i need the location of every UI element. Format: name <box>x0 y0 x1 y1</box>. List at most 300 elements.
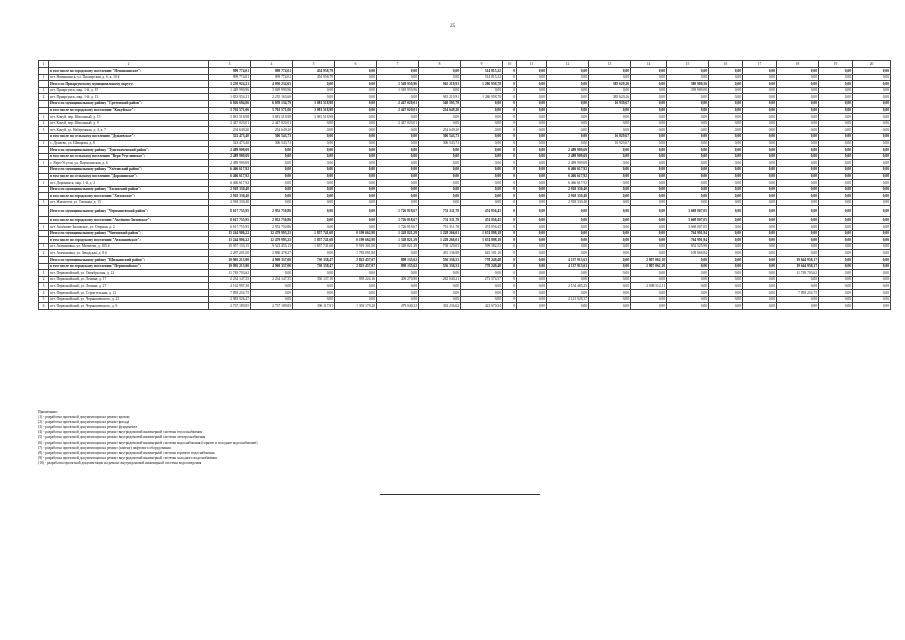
amount-cell: 730 338,47 <box>293 263 335 270</box>
amount-cell: 2 918 330,40 <box>209 199 251 206</box>
amount-cell: 0,00 <box>709 166 743 173</box>
address-cell: в том числе по сельскому поселению "Верх-Усуглинское": <box>49 153 209 160</box>
amount-cell: 0,00 <box>293 140 335 147</box>
amount-cell: 0,00 <box>709 250 743 257</box>
subtotal-row <box>39 263 891 270</box>
amount-cell: 0,00 <box>293 224 335 231</box>
amount-cell: 0,00 <box>589 276 631 283</box>
table-row <box>39 224 891 231</box>
amount-cell: 5 702 571,06 <box>251 107 293 114</box>
amount-cell: 1 328 821,29 <box>377 243 419 250</box>
subtotal-row <box>39 100 891 107</box>
amount-cell: 0,00 <box>589 296 631 303</box>
amount-cell: 0,00 <box>589 206 631 217</box>
note-line: (6) - разработка проектной документации на ремонт внутридомовой инженерной системы водоснабжения (горячее и холодное водоснабжение) <box>38 440 258 445</box>
amount-cell: 0,00 <box>743 263 777 270</box>
amount-cell: 0,00 <box>631 217 667 224</box>
amount-cell: 0,00 <box>667 257 709 264</box>
index-cell <box>39 107 49 114</box>
amount-cell: 3 049 990,96 <box>251 87 293 94</box>
amount-cell: 3 081 518,98 <box>251 114 293 121</box>
amount-cell: 0,00 <box>377 193 419 200</box>
amount-cell: 0,00 <box>251 283 293 290</box>
amount-cell: 0,00 <box>853 68 891 75</box>
amount-cell: 2 447 020,01 <box>377 120 419 127</box>
amount-cell: 2 918 330,40 <box>547 193 589 200</box>
amount-cell: 0,00 <box>547 303 589 310</box>
address-cell: в том числе по городскому поселению "Кокуйское": <box>49 107 209 114</box>
amount-cell: 0,00 <box>293 180 335 187</box>
amount-cell: 0,00 <box>377 283 419 290</box>
amount-cell: 0,00 <box>335 186 377 193</box>
amount-cell: 0,00 <box>777 206 819 217</box>
amount-cell: 0,00 <box>853 270 891 277</box>
amount-cell: 0,00 <box>335 217 377 224</box>
amount-cell: 0,00 <box>589 217 631 224</box>
column-number-cell: 9 <box>461 61 503 68</box>
amount-cell: 0,00 <box>777 153 819 160</box>
amount-cell: 0,00 <box>461 100 503 107</box>
amount-cell: 1 328 821,29 <box>377 230 419 237</box>
index-cell: 1 <box>39 224 49 231</box>
amount-cell: 1 549 950,96 <box>377 87 419 94</box>
amount-cell: 2 234 147,55 <box>251 276 293 283</box>
amount-cell: 0,00 <box>819 81 853 88</box>
amount-cell: 0,00 <box>589 120 631 127</box>
amount-cell: 0,00 <box>777 217 819 224</box>
amount-cell: 0,00 <box>589 224 631 231</box>
amount-cell: 0,00 <box>743 224 777 231</box>
index-cell: 6 <box>39 303 49 310</box>
amount-cell: 0,00 <box>777 230 819 237</box>
amount-cell: 0,00 <box>335 120 377 127</box>
amount-cell: 0,00 <box>777 100 819 107</box>
amount-cell: 409 270,80 <box>377 276 419 283</box>
address-cell: пгт. Первомайский, ул. Чернышевского, д. 9 <box>49 303 209 310</box>
amount-cell: 1 726 818,67 <box>377 224 419 231</box>
amount-cell: 0,00 <box>667 173 709 180</box>
amount-cell: 5 702 571,06 <box>209 107 251 114</box>
amount-cell: 0,00 <box>853 180 891 187</box>
amount-cell: 0,00 <box>547 127 589 134</box>
amount-cell: 0,00 <box>777 199 819 206</box>
amount-cell: 945 219,91 <box>419 81 461 88</box>
amount-cell: 0,00 <box>819 303 853 310</box>
amount-cell: 0,00 <box>777 193 819 200</box>
amount-cell: 1 726 818,67 <box>377 206 419 217</box>
amount-cell: 0,00 <box>589 290 631 297</box>
amount-cell: 273 574,57 <box>461 276 503 283</box>
amount-cell: 0,00 <box>631 100 667 107</box>
amount-cell: 19 644 958,17 <box>777 257 819 264</box>
amount-cell: 0,00 <box>419 160 461 167</box>
address-cell: пгт. Жипхеген, ул. Таежная, д. 13 <box>49 199 209 206</box>
address-cell: в том числе по городскому поселению "Хилокское": <box>49 193 209 200</box>
amount-cell: 1 833 954,21 <box>209 94 251 101</box>
amount-cell: 0,00 <box>777 243 819 250</box>
note-line: (10) - разработка проектной документации на ремонт внутридомовой инженерной системы водоотведения <box>38 460 202 465</box>
amount-cell: 0,00 <box>517 107 547 114</box>
amount-cell: 0,00 <box>335 81 377 88</box>
amount-cell: 0,00 <box>631 147 667 154</box>
amount-cell: 0,00 <box>547 114 589 121</box>
address-cell: с. Верх-Усугли, ул. Партизанская, д. 6 <box>49 160 209 167</box>
address-cell: пгт. Приаргунск, мкр. 1-й, д. 13 <box>49 94 209 101</box>
amount-cell: 0,00 <box>631 120 667 127</box>
amount-cell: 0,00 <box>631 127 667 134</box>
amount-cell: 0,00 <box>709 186 743 193</box>
amount-cell: 0,00 <box>517 193 547 200</box>
amount-cell: 0,00 <box>335 160 377 167</box>
amount-cell: 380 980,56 <box>667 81 709 88</box>
amount-cell: 2 489 909,69 <box>209 147 251 154</box>
amount-cell: 0,00 <box>819 68 853 75</box>
amount-cell: 0,00 <box>335 193 377 200</box>
amount-cell: 0,00 <box>517 147 547 154</box>
amount-cell: 16 939,67 <box>589 100 631 107</box>
amount-cell: 0,00 <box>819 140 853 147</box>
amount-cell: 0,00 <box>335 107 377 114</box>
table-row <box>39 296 891 303</box>
address-cell: пгт. Атамановка, ул. Матвеева, д. 105 # <box>49 243 209 250</box>
amount-cell: 0,00 <box>419 120 461 127</box>
amount-cell: 0,00 <box>517 127 547 134</box>
amount-cell: 0,00 <box>667 263 709 270</box>
table-row <box>39 199 891 206</box>
amount-cell: 4 050 234,65 <box>251 81 293 88</box>
column-number-cell: 1 <box>39 61 49 68</box>
table-row <box>39 180 891 187</box>
amount-cell: 0,00 <box>631 140 667 147</box>
amount-cell: 4 137 913,63 <box>547 263 589 270</box>
amount-cell: 0,00 <box>709 206 743 217</box>
amount-cell: 0,00 <box>819 199 853 206</box>
amount-cell: 0,00 <box>335 173 377 180</box>
amount-cell: 4 162 997,30 <box>209 283 251 290</box>
subtotal-row <box>39 230 891 237</box>
address-cell: Итого по муниципальному району "Шилкинский район": <box>49 257 209 264</box>
amount-cell: 778 249,48 <box>461 257 503 264</box>
amount-cell: 0,00 <box>819 193 853 200</box>
amount-cell: 0,00 <box>461 120 503 127</box>
amount-cell: 0,00 <box>667 68 709 75</box>
amount-cell: 0,00 <box>743 180 777 187</box>
amount-cell: 0,00 <box>853 283 891 290</box>
index-cell: 1 <box>39 180 49 187</box>
amount-cell: 0,00 <box>819 160 853 167</box>
amount-cell: 0,00 <box>853 199 891 206</box>
column-number-cell: 10 <box>503 61 517 68</box>
amount-cell: 0,00 <box>709 303 743 310</box>
address-cell: в том числе по городскому поселению "Неманоинское": <box>49 68 209 75</box>
amount-cell: 0,00 <box>461 199 503 206</box>
amount-cell: 0,00 <box>251 173 293 180</box>
column-number-cell: 13 <box>589 61 631 68</box>
amount-cell: 0,00 <box>419 193 461 200</box>
amount-cell: 0,00 <box>709 276 743 283</box>
amount-cell: 0,00 <box>743 114 777 121</box>
index-cell <box>39 237 49 244</box>
amount-cell: 0,00 <box>777 224 819 231</box>
amount-cell: 0,00 <box>819 74 853 81</box>
amount-cell: 0,00 <box>777 107 819 114</box>
amount-cell: 0,00 <box>547 94 589 101</box>
amount-cell: 6 466 617,92 <box>547 180 589 187</box>
amount-cell: 254 649,20 <box>209 127 251 134</box>
amount-cell: 0,00 <box>547 276 589 283</box>
amount-cell: 0,00 <box>461 127 503 134</box>
amount-cell: 0,00 <box>631 224 667 231</box>
subtotal-row <box>39 68 891 75</box>
address-cell: пгт. Первомайский, ул. Чернышевского, д. 23 <box>49 296 209 303</box>
amount-cell: 0,00 <box>853 140 891 147</box>
amount-cell: 0,00 <box>819 206 853 217</box>
amount-cell: 0,00 <box>517 68 547 75</box>
amount-cell: 6 466 617,92 <box>209 180 251 187</box>
amount-cell: 764 991,94 <box>667 230 709 237</box>
amount-cell: 254 649,20 <box>419 107 461 114</box>
column-number-cell: 11 <box>517 61 547 68</box>
amount-cell: 0,00 <box>709 114 743 121</box>
amount-cell: 0,00 <box>293 217 335 224</box>
amount-cell: 0,00 <box>743 237 777 244</box>
note-line: (2) - разработка проектной документации на ремонт фасада <box>38 420 130 425</box>
amount-cell: 2 952 750,86 <box>251 206 293 217</box>
amount-cell: 1 286 958,78 <box>461 81 503 88</box>
amount-cell: 0,00 <box>293 81 335 88</box>
amount-cell: 0,00 <box>517 74 547 81</box>
subtotal-row <box>39 147 891 154</box>
amount-cell: 0,00 <box>377 296 419 303</box>
amount-cell: 0,00 <box>819 153 853 160</box>
amount-cell: 0,00 <box>293 94 335 101</box>
amount-cell: 0,00 <box>419 87 461 94</box>
amount-cell: 0,00 <box>819 173 853 180</box>
amount-cell: 0,00 <box>631 68 667 75</box>
amount-cell: 1 674 898,18 <box>461 237 503 244</box>
amount-cell: 0,00 <box>853 217 891 224</box>
note-line: (5) - разработка проектной документации на ремонт внутридомовой инженерной системы электроснабжения <box>38 435 206 440</box>
amount-cell: 0,00 <box>517 250 547 257</box>
index-cell: 2 <box>39 276 49 283</box>
amount-cell: 12 479 993,25 <box>251 230 293 237</box>
amount-cell: 0,00 <box>631 199 667 206</box>
amount-cell: 0,00 <box>547 81 589 88</box>
amount-cell: 330 137,18 <box>293 276 335 283</box>
table-row <box>39 140 891 147</box>
amount-cell: 0,00 <box>547 68 589 75</box>
address-cell: в том числе по сельскому поселению "Доронинское": <box>49 173 209 180</box>
amount-cell: 0,00 <box>377 173 419 180</box>
amount-cell: 0,00 <box>709 153 743 160</box>
amount-cell: 0,00 <box>377 199 419 206</box>
amount-cell: 0,00 <box>819 147 853 154</box>
amount-cell: 0,00 <box>853 81 891 88</box>
amount-cell: 0,00 <box>667 186 709 193</box>
table-row <box>39 250 891 257</box>
amount-cell: 778 249,48 <box>461 263 503 270</box>
amount-cell: 0,00 <box>667 296 709 303</box>
amount-cell: 1 449 990,96 <box>209 87 251 94</box>
address-cell: Итого по Приаргунскому муниципальному округу: <box>49 81 209 88</box>
amount-cell: 0,00 <box>777 147 819 154</box>
amount-cell: 0,00 <box>777 283 819 290</box>
amount-cell: 0,00 <box>547 230 589 237</box>
amount-cell: 7 895 254,75 <box>777 290 819 297</box>
amount-cell: 0,00 <box>743 153 777 160</box>
amount-cell: 0 <box>503 68 517 75</box>
amount-cell: 0 <box>503 276 517 283</box>
column-number-cell: 16 <box>709 61 743 68</box>
amount-cell: 491 136,98 <box>419 250 461 257</box>
amount-cell: 0,00 <box>335 296 377 303</box>
amount-cell: 0,00 <box>709 147 743 154</box>
amount-cell: 2 807 062,18 <box>631 257 667 264</box>
amount-cell: 0,00 <box>777 180 819 187</box>
index-cell <box>39 147 49 154</box>
amount-cell: 0 <box>503 100 517 107</box>
amount-cell: 2 918 330,40 <box>547 199 589 206</box>
table-row <box>39 243 891 250</box>
amount-cell: 0,00 <box>293 250 335 257</box>
amount-cell: 0,00 <box>777 87 819 94</box>
amount-cell: 474 056,45 <box>461 217 503 224</box>
amount-cell: 11 749 703,62 <box>209 270 251 277</box>
amount-cell: 0,00 <box>743 193 777 200</box>
amount-cell: 0,00 <box>589 263 631 270</box>
amount-cell: 0,00 <box>377 68 419 75</box>
address-cell: в том числе по городскому поселению "Аксёново-Зиловское": <box>49 217 209 224</box>
amount-cell: 6 059 134,79 <box>251 100 293 107</box>
address-cell: Итого по муниципальному району "Хилокский район": <box>49 186 209 193</box>
amount-cell: 0,00 <box>667 140 709 147</box>
amount-cell: 0,00 <box>419 114 461 121</box>
column-number-cell: 2 <box>49 61 209 68</box>
amount-cell: 0,00 <box>631 296 667 303</box>
amount-cell: 0 <box>503 153 517 160</box>
amount-cell: 0,00 <box>631 81 667 88</box>
column-number-cell: 20 <box>853 61 891 68</box>
amount-cell: 0 <box>503 94 517 101</box>
amount-cell: 0,00 <box>777 120 819 127</box>
note-line: (7) - разработка проектной документации на ремонт (замену) лифтового оборудования <box>38 445 171 450</box>
amount-cell: 0,00 <box>589 199 631 206</box>
amount-cell: 0,00 <box>853 166 891 173</box>
column-number-cell: 6 <box>335 61 377 68</box>
amount-cell: 0,00 <box>819 114 853 121</box>
subtotal-row <box>39 186 891 193</box>
amount-cell: 0,00 <box>819 166 853 173</box>
amount-cell: 0,00 <box>777 133 819 140</box>
amount-cell: 0,00 <box>743 206 777 217</box>
amount-cell: 0,00 <box>517 180 547 187</box>
amount-cell: 0,00 <box>547 237 589 244</box>
amount-cell: 0,00 <box>667 303 709 310</box>
amount-cell: 1 857 741,68 <box>293 237 335 244</box>
amount-cell: 396 117,91 <box>293 303 335 310</box>
amount-cell: 945 219,91 <box>419 94 461 101</box>
index-cell: 4 <box>39 290 49 297</box>
index-cell <box>39 206 49 217</box>
amount-cell: 0,00 <box>819 87 853 94</box>
amount-cell: 751 311,78 <box>419 224 461 231</box>
amount-cell: 0 <box>503 107 517 114</box>
amount-cell: 0,00 <box>631 107 667 114</box>
amount-cell: 0,00 <box>419 153 461 160</box>
amount-cell: 0,00 <box>853 237 891 244</box>
amount-cell: 3 081 518,98 <box>293 107 335 114</box>
subtotal-row <box>39 237 891 244</box>
address-cell: пгт. Первомайский, ул. Октябрьская, д. 12 <box>49 270 209 277</box>
amount-cell: 0,00 <box>335 147 377 154</box>
amount-cell: 0,00 <box>547 140 589 147</box>
amount-cell: 0,00 <box>461 107 503 114</box>
amount-cell: 0,00 <box>853 193 891 200</box>
table-row <box>39 127 891 134</box>
amount-cell: 0,00 <box>547 206 589 217</box>
amount-cell: 0,00 <box>517 100 547 107</box>
amount-cell: 2 823 457,07 <box>335 263 377 270</box>
amount-cell: 4 137 913,63 <box>547 257 589 264</box>
amount-cell: 0,00 <box>461 290 503 297</box>
amount-cell: 0,00 <box>251 153 293 160</box>
amount-cell: 306 543,73 <box>419 133 461 140</box>
amount-cell: 0,00 <box>293 160 335 167</box>
amount-cell: 0,00 <box>517 243 547 250</box>
amount-cell: 0,00 <box>547 87 589 94</box>
subtotal-row <box>39 166 891 173</box>
amount-cell: 0,00 <box>293 153 335 160</box>
amount-cell: 0,00 <box>251 180 293 187</box>
column-number-cell: 4 <box>251 61 293 68</box>
amount-cell: 999 774,01 <box>251 68 293 75</box>
amount-cell: 0,00 <box>377 166 419 173</box>
amount-cell: 0,00 <box>517 133 547 140</box>
amount-cell: 0,00 <box>709 237 743 244</box>
amount-cell: 0,00 <box>853 127 891 134</box>
amount-cell: 0,00 <box>335 206 377 217</box>
amount-cell: 2 737 189,85 <box>251 303 293 310</box>
amount-cell: 0,00 <box>743 250 777 257</box>
amount-cell: 730 338,47 <box>293 257 335 264</box>
amount-cell: 254 649,20 <box>251 127 293 134</box>
amount-cell: 0,00 <box>461 166 503 173</box>
amount-cell: 0,00 <box>419 186 461 193</box>
amount-cell: 1 857 741,68 <box>293 230 335 237</box>
amount-cell: 0,00 <box>709 193 743 200</box>
amount-cell: 0,00 <box>589 127 631 134</box>
amount-cell: 0,00 <box>667 94 709 101</box>
amount-cell: 0 <box>503 303 517 310</box>
amount-cell: 0,00 <box>335 68 377 75</box>
amount-cell: 0,00 <box>631 290 667 297</box>
amount-cell: 0,00 <box>777 68 819 75</box>
amount-cell: 0,00 <box>631 94 667 101</box>
amount-cell: 2 489 909,69 <box>547 153 589 160</box>
table-row <box>39 160 891 167</box>
amount-cell: 0,00 <box>777 237 819 244</box>
amount-cell: 2 154 485,25 <box>547 283 589 290</box>
amount-cell: 0,00 <box>251 193 293 200</box>
amount-cell: 0,00 <box>461 180 503 187</box>
amount-cell: 0,00 <box>589 147 631 154</box>
amount-cell: 0,00 <box>419 296 461 303</box>
amount-cell: 0,00 <box>667 283 709 290</box>
amount-cell: 0,00 <box>251 296 293 303</box>
amount-cell: 0,00 <box>589 283 631 290</box>
amount-cell: 0,00 <box>709 100 743 107</box>
amount-cell: 0,00 <box>293 133 335 140</box>
